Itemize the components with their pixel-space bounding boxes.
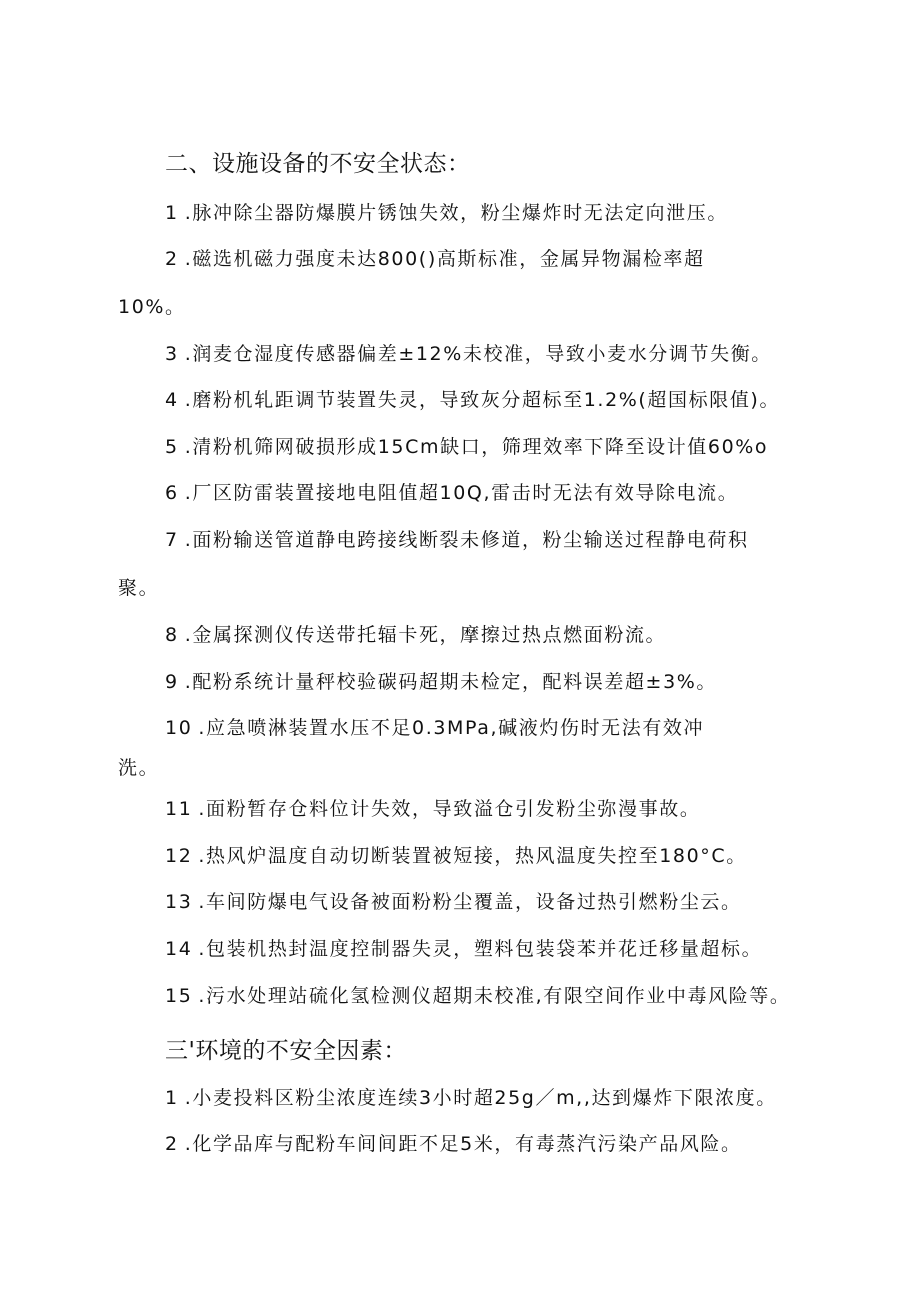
list-item-2-6 [165,479,738,507]
list-item-2-1 [165,199,728,227]
section-2-heading: 二、设施设备的不安全状态： [165,151,471,177]
list-item-2-13 [165,888,742,916]
item-number: 14 [165,938,193,960]
item-text: .化学品库与配粉车间间距不足5米，有毒蒸汽污染产品风险。 [184,1133,742,1155]
item-text: .配粉系统计量秤校验碳码超期未检定，配料误差超±3%。 [184,671,718,693]
item-number: 13 [165,891,193,913]
list-item-3-2 [165,1130,742,1158]
item-number: 4 [165,389,179,411]
list-item-2-15 [165,982,790,1010]
list-item-2-11 [165,795,700,823]
item-text: .润麦仓湿度传感器偏差±12%未校准，导致小麦水分调节失衡。 [184,343,772,365]
list-item-2-8 [165,621,666,649]
item-text: .污水处理站硫化氢检测仪超期未校准,有限空间作业中毒风险等。 [198,985,791,1007]
list-item-2-12 [165,842,747,870]
item-number: 3 [165,343,179,365]
item-text: .金属探测仪传送带托辐卡死，摩擦过热点燃面粉流。 [184,624,667,646]
item-text: .小麦投料区粉尘浓度连续3小时超25g／m,,达到爆炸下限浓度。 [184,1087,777,1109]
item-text: .磁选机磁力强度未达800()高斯标准，金属异物漏检率超 [184,248,705,270]
item-text: .面粉输送管道静电跨接线断裂未修道，粉尘输送过程静电荷积 [184,529,749,551]
list-item-2-9 [165,668,717,696]
list-item-2-5 [165,433,768,461]
item-text: .应急喷淋装置水压不足0.3MPa,碱液灼伤时无法有效冲 [198,717,705,739]
item-text: .热风炉温度自动切断装置被短接，热风温度失控至180°C。 [198,845,747,867]
item-number: 5 [165,436,179,458]
list-item-2-14 [165,935,762,963]
item-number: 2 [165,248,179,270]
item-text: .脉冲除尘器防爆膜片锈蚀失效，粉尘爆炸时无法定向泄压。 [184,202,728,224]
section-3-heading: 三'环境的不安全因素： [165,1038,407,1064]
list-item-3-1 [165,1084,777,1112]
item-number: 2 [165,1133,179,1155]
item-number: 12 [165,845,193,867]
item-number: 15 [165,985,193,1007]
list-item-2-4 [165,386,780,414]
item-text: .磨粉机轧距调节装置失灵，导致灰分超标至1.2%(超国标限值)。 [184,389,781,411]
list-item-2-7 [165,526,749,554]
list-item-2-10 [165,714,704,742]
list-item-2-10-continuation: 洗。 [118,757,160,779]
item-text: .面粉暂存仓料位计失效，导致溢仓引发粉尘弥漫事故。 [198,798,701,820]
item-number: 6 [165,482,179,504]
item-number: 7 [165,529,179,551]
item-text: .包装机热封温度控制器失灵，塑料包装袋苯并花迁移量超标。 [198,938,763,960]
list-item-2-2-continuation: 10%。 [118,296,186,318]
item-number: 11 [165,798,193,820]
item-number: 8 [165,624,179,646]
list-item-2-2 [165,245,705,273]
list-item-2-3 [165,340,772,368]
list-item-2-7-continuation: 聚。 [118,577,160,599]
item-number: 1 [165,1087,179,1109]
item-text: .厂区防雷装置接地电阻值超10Q,雷击时无法有效导除电流。 [184,482,739,504]
item-text: .车间防爆电气设备被面粉粉尘覆盖，设备过热引燃粉尘云。 [198,891,742,913]
item-number: 1 [165,202,179,224]
item-number: 10 [165,717,193,739]
item-text: .清粉机筛网破损形成15Cm缺口，筛理效率下降至设计值60%o [184,436,769,458]
item-number: 9 [165,671,179,693]
